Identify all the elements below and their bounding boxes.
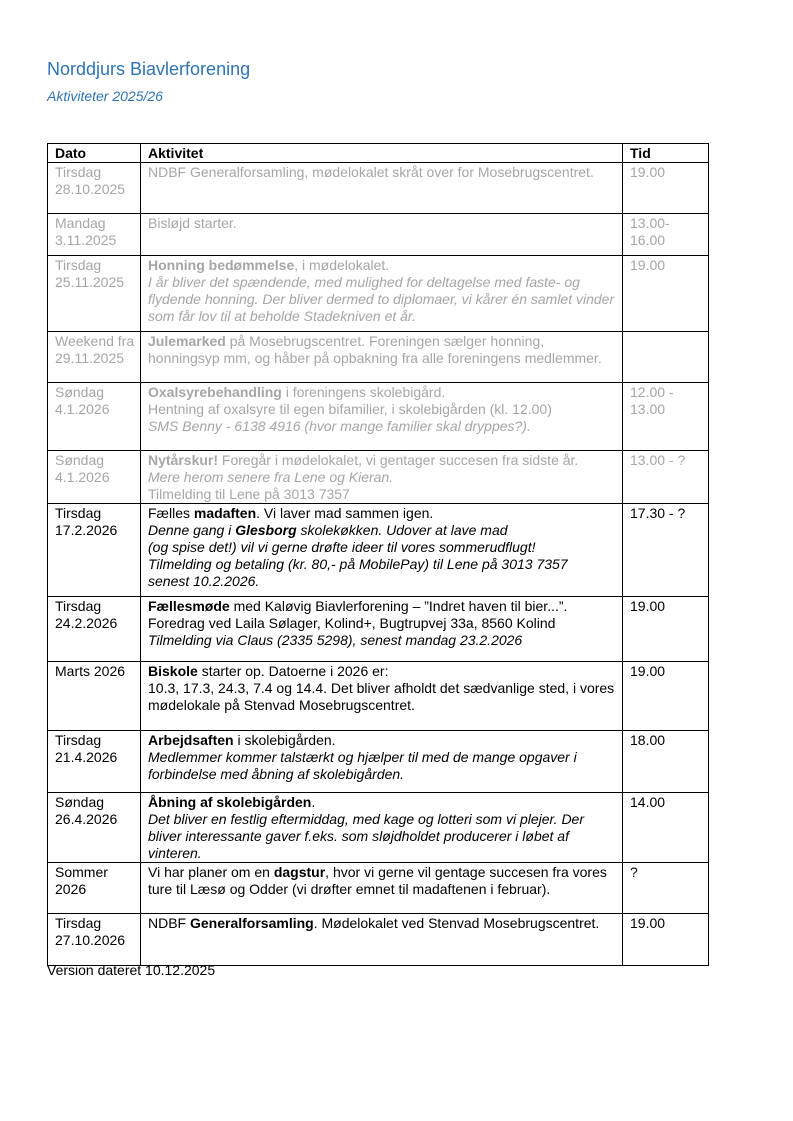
activity-text: , i mødelokalet. — [294, 257, 390, 273]
table-row — [48, 332, 709, 383]
column-header-activity: Aktivitet — [141, 144, 623, 163]
date-cell — [48, 793, 141, 863]
date-line: Tirsdag — [55, 164, 102, 180]
table-row — [48, 662, 709, 731]
activity-cell — [141, 914, 623, 966]
time-line: 19.00 — [630, 663, 666, 679]
activity-text: Åbning af skolebigården — [148, 794, 312, 810]
activity-line — [148, 418, 617, 435]
activity-cell — [141, 863, 623, 914]
activity-line — [148, 732, 617, 749]
table-row — [48, 731, 709, 793]
version-note: Version dateret 10.12.2025 — [47, 962, 216, 978]
activity-text: 10.3, 17.3, 24.3, 7.4 og 14.4. Det bliver afholdt det sædvanlige sted, i vores mødelokale på Stenvad Mosebrugscentret. — [148, 680, 615, 713]
activity-text: Biskole — [148, 663, 198, 679]
activity-cell — [141, 451, 623, 504]
date-cell — [48, 731, 141, 793]
date-line: 28.10.2025 — [55, 181, 126, 197]
activity-text: Honning bedømmelse — [148, 257, 295, 273]
activity-line — [148, 556, 617, 573]
time-line: 19.00 — [630, 164, 666, 180]
time-cell — [623, 332, 709, 383]
time-cell — [623, 163, 709, 214]
activity-line — [148, 452, 617, 469]
date-cell — [48, 662, 141, 731]
activity-text: i foreningens skolebigård. — [281, 384, 446, 400]
activity-line — [148, 215, 617, 232]
activity-text: Nytårskur! — [148, 452, 219, 468]
date-cell — [48, 163, 141, 214]
activity-text: Medlemmer kommer talstærkt og hjælper til med de mange opgaver i forbindelse med åbning af skolebigården. — [148, 749, 577, 782]
activity-text: Foregår i mødelokalet, vi gentager succesen fra sidste år. — [218, 452, 579, 468]
activity-text: Tilmelding og betaling (kr. 80,- på MobilePay) til Lene på 3013 7357 — [148, 556, 568, 572]
table-row — [48, 256, 709, 332]
activity-text: i skolebigården. — [233, 732, 336, 748]
activity-line — [148, 632, 617, 649]
activity-cell — [141, 163, 623, 214]
date-line: 27.10.2026 — [55, 932, 126, 948]
time-line: ? — [630, 864, 638, 880]
activity-line — [148, 573, 617, 590]
date-cell — [48, 914, 141, 966]
date-line: 29.11.2025 — [55, 350, 125, 366]
activity-text: Vi har planer om en — [148, 864, 274, 880]
time-line: 19.00 — [630, 257, 666, 273]
time-line: 19.00 — [630, 598, 666, 614]
activity-text: dagstur — [273, 864, 326, 880]
activity-line — [148, 749, 617, 783]
activity-line — [148, 505, 617, 522]
date-line: 4.1.2026 — [55, 401, 110, 417]
activity-text: Tilmelding via Claus (2335 5298), senest mandag 23.2.2026 — [148, 632, 523, 648]
date-line: Tirsdag — [55, 915, 102, 931]
activity-text: I år bliver det spændende, med mulighed for deltagelse med faste- og flydende honning. Der bliver dermed to diplomaer, vi kårer én samlet vinder som får lov til at beholde Stadekniven et år. — [148, 274, 615, 324]
document-title: Norddjurs Biavlerforening — [47, 59, 251, 79]
time-line: 16.00 — [630, 232, 666, 248]
activity-text: Denne gang i — [148, 522, 236, 538]
table-row — [48, 863, 709, 914]
document-subtitle: Aktiviteter 2025/26 — [47, 88, 163, 104]
date-line: Mandag — [55, 215, 106, 231]
activity-text: Mere herom senere fra Lene og Kieran. — [148, 469, 394, 485]
time-cell — [623, 504, 709, 597]
activity-line — [148, 680, 617, 714]
activity-line — [148, 915, 617, 932]
activity-line — [148, 864, 617, 898]
time-line: 13.00 - ? — [630, 452, 686, 468]
column-header-date: Dato — [48, 144, 141, 163]
time-line: 17.30 - ? — [630, 505, 686, 521]
date-cell — [48, 383, 141, 451]
date-line: 17.2.2026 — [55, 522, 118, 538]
activity-text: . Vi laver mad sammen igen. — [256, 505, 434, 521]
activity-text: SMS Benny - 6138 4916 (hvor mange familier skal dryppes?). — [148, 418, 531, 434]
activity-cell — [141, 731, 623, 793]
activity-text: Oxalsyrebehandling — [148, 384, 282, 400]
activity-text: Glesborg — [235, 522, 297, 538]
time-cell — [623, 383, 709, 451]
activity-line — [148, 401, 617, 418]
activity-text: NDBF Generalforsamling, mødelokalet skråt over for Mosebrugscentret. — [148, 164, 594, 180]
date-line: Søndag — [55, 384, 105, 400]
date-line: Weekend fra — [55, 333, 135, 349]
activity-text: Hentning af oxalsyre til egen bifamilier, i skolebigården (kl. 12.00) — [148, 401, 552, 417]
activity-cell — [141, 256, 623, 332]
activity-text: med Kaløvig Biavlerforening – ”Indret haven til bier...”. — [229, 598, 568, 614]
table-row — [48, 383, 709, 451]
activity-line — [148, 539, 617, 556]
activity-cell — [141, 793, 623, 863]
date-line: Tirsdag — [55, 598, 102, 614]
date-line: 3.11.2025 — [55, 232, 117, 248]
time-cell — [623, 214, 709, 256]
date-line: Tirsdag — [55, 257, 102, 273]
activity-text: Tilmelding til Lene på 3013 7357 — [148, 486, 350, 502]
column-header-time: Tid — [623, 144, 709, 163]
table-row — [48, 214, 709, 256]
date-cell — [48, 332, 141, 383]
time-cell — [623, 914, 709, 966]
activity-text: . Mødelokalet ved Stenvad Mosebrugscentret. — [313, 915, 600, 931]
activity-text: på Mosebrugscentret. Foreningen sælger honning, honningsyp mm, og håber på opbakning fra alle foreningens medlemmer. — [148, 333, 602, 366]
time-line: 13.00 — [630, 401, 666, 417]
activity-text: , hvor vi gerne vil gentage succesen fra vores ture til Læsø og Odder (vi drøfter emnet til madaftenen i februar). — [148, 864, 607, 897]
activity-text: Bisløjd starter. — [148, 215, 237, 231]
activity-cell — [141, 332, 623, 383]
date-line: Marts 2026 — [55, 663, 126, 679]
time-cell — [623, 731, 709, 793]
activity-line — [148, 794, 617, 811]
date-cell — [48, 597, 141, 662]
date-line: Søndag — [55, 452, 105, 468]
time-line: 14.00 — [630, 794, 666, 810]
table-row — [48, 793, 709, 863]
time-line: 12.00 - — [630, 384, 674, 400]
activity-cell — [141, 597, 623, 662]
time-cell — [623, 451, 709, 504]
date-line: 24.2.2026 — [55, 615, 118, 631]
date-line: 4.1.2026 — [55, 469, 110, 485]
activity-line — [148, 663, 617, 680]
activity-line — [148, 598, 617, 615]
activity-line — [148, 384, 617, 401]
time-line: 13.00- — [630, 215, 670, 231]
activity-text: Fælles — [148, 505, 194, 521]
table-row — [48, 504, 709, 597]
activity-text: skolekøkken. Udover at lave mad — [296, 522, 508, 538]
table-row — [48, 914, 709, 966]
time-cell — [623, 863, 709, 914]
activity-line — [148, 274, 617, 325]
table-row — [48, 451, 709, 504]
date-cell — [48, 451, 141, 504]
activity-text: . — [311, 794, 316, 810]
date-cell — [48, 256, 141, 332]
activity-text: starter op. Datoerne i 2026 er: — [197, 663, 389, 679]
date-cell — [48, 214, 141, 256]
date-line: 25.11.2025 — [55, 274, 125, 290]
date-line: Tirsdag — [55, 505, 102, 521]
date-line: 21.4.2026 — [55, 749, 118, 765]
activity-text: (og spise det!) vil vi gerne drøfte ideer til vores sommerudflugt! — [148, 539, 536, 555]
activity-text: Julemarked — [148, 333, 226, 349]
date-line: Søndag — [55, 794, 105, 810]
time-line: 18.00 — [630, 732, 666, 748]
date-line: Sommer — [55, 864, 108, 880]
activity-text: Foredrag ved Laila Sølager, Kolind+, Bugtrupvej 33a, 8560 Kolind — [148, 615, 556, 631]
activity-line — [148, 257, 617, 274]
date-line: 26.4.2026 — [55, 811, 118, 827]
activity-line — [148, 164, 617, 181]
activity-line — [148, 469, 617, 486]
time-cell — [623, 597, 709, 662]
activity-text: Generalforsamling — [190, 915, 314, 931]
activity-cell — [141, 662, 623, 731]
activity-line — [148, 522, 617, 539]
activity-line — [148, 615, 617, 632]
activity-cell — [141, 383, 623, 451]
table-header-row — [48, 144, 709, 163]
time-cell — [623, 256, 709, 332]
activity-text: NDBF — [148, 915, 190, 931]
time-cell — [623, 662, 709, 731]
activity-line — [148, 333, 617, 367]
date-cell — [48, 863, 141, 914]
activity-text: Det bliver en festlig eftermiddag, med kage og lotteri som vi plejer. Der bliver interessante gaver f.eks. som sløjdholdet producerer i løbet af vinteren. — [148, 811, 585, 861]
activity-text: madaften — [193, 505, 257, 521]
activities-table — [47, 143, 709, 966]
time-line: 19.00 — [630, 915, 666, 931]
table-row — [48, 597, 709, 662]
time-cell — [623, 793, 709, 863]
activity-text: Arbejdsaften — [148, 732, 234, 748]
activity-text: senest 10.2.2026. — [148, 573, 260, 589]
activity-cell — [141, 504, 623, 597]
activity-text: Fællesmøde — [148, 598, 230, 614]
activity-line — [148, 486, 617, 503]
table-row — [48, 163, 709, 214]
activity-line — [148, 811, 617, 862]
date-line: Tirsdag — [55, 732, 102, 748]
activity-cell — [141, 214, 623, 256]
date-cell — [48, 504, 141, 597]
date-line: 2026 — [55, 881, 87, 897]
